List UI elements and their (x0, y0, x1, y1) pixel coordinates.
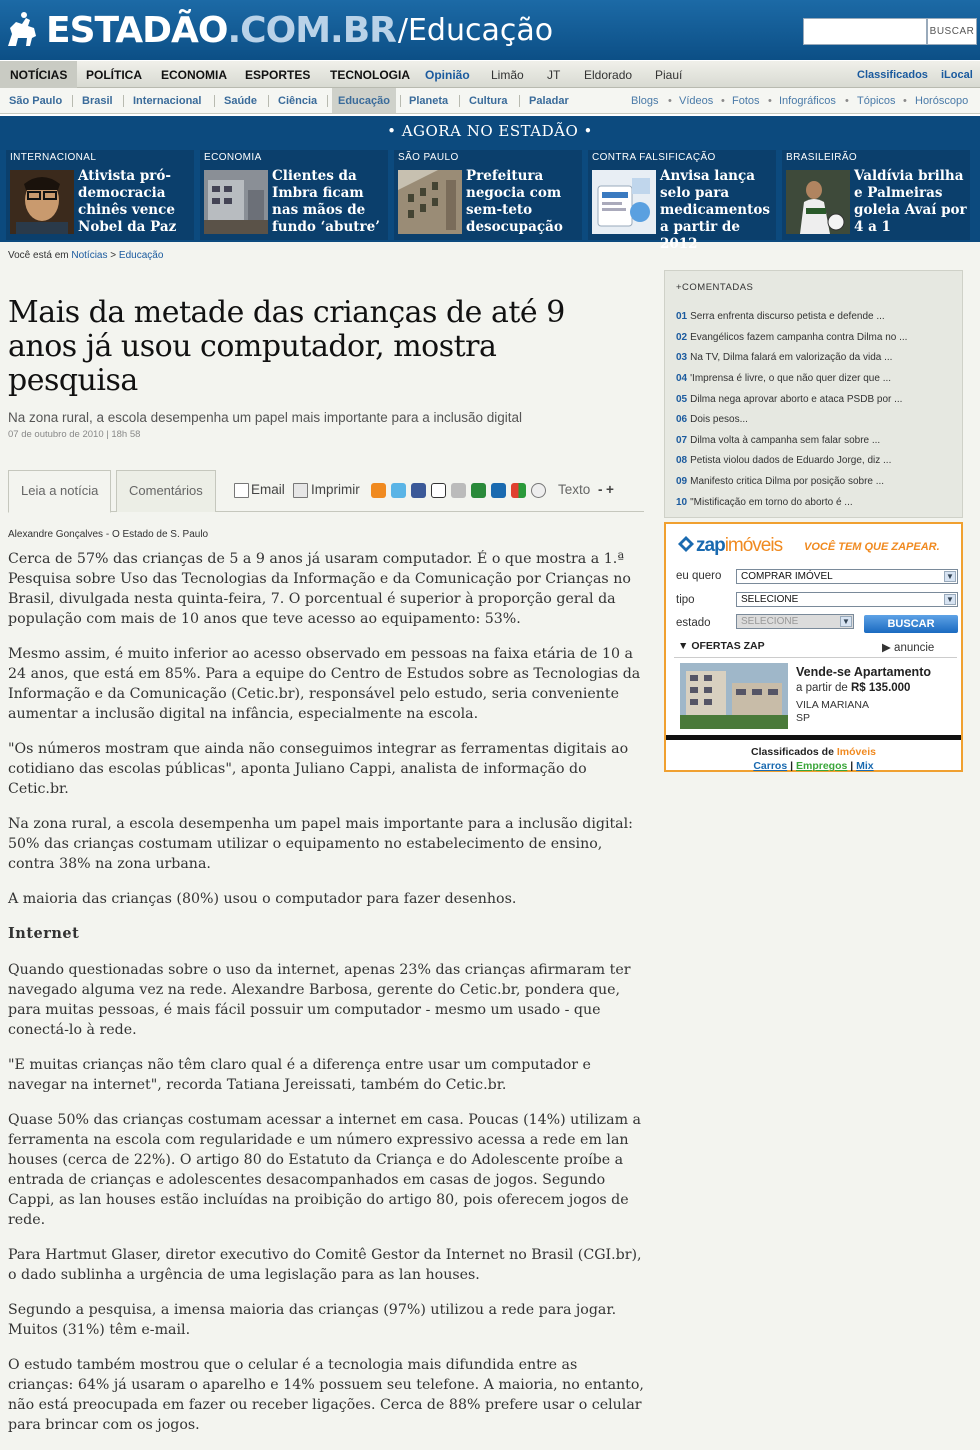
offer-price-prefix: a partir de (796, 682, 848, 694)
nav-topicos[interactable]: Tópicos (857, 95, 896, 107)
nav-ilocal[interactable]: iLocal (941, 69, 973, 81)
nav-esportes[interactable]: ESPORTES (245, 68, 311, 82)
rank-number: 04 (676, 373, 688, 384)
site-domain: .COM.BR (227, 9, 396, 51)
article-paragraph: "E muitas crianças não têm claro qual é a diferença entre usar um computador e navegar na internet", recorda Tatiana Jereissati, também do Cetic.br. (8, 1057, 591, 1093)
divider (666, 735, 961, 740)
chevron-down-icon: ▼ (944, 571, 956, 582)
nav-saude[interactable]: Saúde (224, 95, 258, 107)
email-icon (234, 483, 249, 498)
article-paragraph: Na zona rural, a escola desempenha um papel mais importante para a inclusão digital: 50% das crianças costumam utilizar o equipamento no estabelecimento de ensino, contra 38% na zona urbana. (8, 816, 633, 872)
reddit-share-icon[interactable] (531, 483, 546, 498)
print-icon (293, 483, 308, 498)
nav-limao[interactable]: Limão (491, 68, 524, 82)
offer-state: SP (796, 712, 811, 724)
article-toolbar (8, 470, 644, 512)
card-headline[interactable]: Clientes da Imbra ficam nas mãos de fundo ‘abutre’ (272, 168, 380, 235)
zap-logo-icon (676, 534, 696, 554)
list-item-link[interactable]: 'Imprensa é livre, o que não quer dizer que ... (690, 373, 892, 384)
nav-piaui[interactable]: Piauí (655, 68, 683, 82)
rank-number: 07 (676, 435, 688, 446)
offer-title[interactable]: Vende-se Apartamento (796, 665, 931, 679)
rank-number: 09 (676, 476, 688, 487)
nav-tecnologia[interactable]: TECNOLOGIA (330, 68, 410, 82)
breadcrumb-prefix: Você está em (8, 250, 69, 261)
headline-card[interactable] (782, 150, 970, 240)
list-item-link[interactable]: Evangélicos fazem campanha contra Dilma no ... (690, 332, 908, 343)
card-category: CONTRA FALSIFICAÇÃO (592, 152, 716, 163)
article-subtitle: Na zona rural, a escola desempenha um papel mais importante para a inclusão digital (8, 410, 523, 425)
nav-videos[interactable]: Vídeos (679, 95, 714, 107)
nav-opiniao[interactable]: Opinião (425, 68, 470, 82)
list-item[interactable] (676, 352, 892, 363)
zap-select-value: SELECIONE (741, 616, 799, 627)
list-item[interactable] (676, 394, 902, 405)
card-category: BRASILEIRÃO (786, 152, 858, 163)
list-item[interactable] (676, 414, 748, 425)
evernote-share-icon[interactable] (471, 483, 486, 498)
link-carros[interactable]: Carros (753, 760, 788, 772)
print-link[interactable]: Imprimir (311, 482, 360, 497)
text-size-label: Texto (558, 482, 591, 497)
list-item[interactable] (676, 455, 891, 466)
nav-divider (123, 95, 124, 107)
site-name: ESTADÃO (46, 9, 228, 51)
list-item-link[interactable]: Na TV, Dilma falará em valorização da vida ... (690, 352, 893, 363)
breadcrumb-separator: > (110, 250, 117, 261)
zap-label-estado: estado (676, 617, 711, 629)
zap-ofertas[interactable] (678, 640, 765, 652)
primary-nav (0, 60, 980, 88)
nav-sao-paulo[interactable]: São Paulo (9, 95, 63, 107)
card-headline[interactable]: Prefeitura negocia com sem-teto desocupação (466, 168, 563, 235)
windows-live-share-icon[interactable] (511, 483, 526, 498)
list-item[interactable] (676, 476, 884, 487)
article-paragraph: Quase 50% das crianças costumam acessar a internet em casa. Poucas (14%) utilizam a ferramenta na escola com regularidade e um número expressivo acessa a rede em lan houses (cerca de 22%). O artigo 80 do Estatuto da Criança e do Adolescente proíbe a entrada de crianças e adolescentes desacompanhados em casas de jogos. Segundo Cappi, as lan houses estão incluídas na proibição do artigo 80, pois oferecem jogos de rede. (8, 1112, 641, 1228)
zap-classificados (666, 746, 961, 758)
card-category: ECONOMIA (204, 152, 262, 163)
zap-ofertas-label: OFERTAS ZAP (691, 640, 765, 652)
article-paragraph: A maioria das crianças (80%) usou o computador para fazer desenhos. (8, 891, 517, 907)
list-item[interactable] (676, 332, 907, 343)
nav-internacional[interactable]: Internacional (133, 95, 202, 107)
rank-number: 08 (676, 455, 688, 466)
list-item[interactable] (676, 435, 880, 446)
nav-divider (268, 95, 269, 107)
secondary-nav (0, 88, 980, 114)
zap-anuncie-label: anuncie (894, 642, 935, 654)
article-paragraph: Quando questionadas sobre o uso da internet, apenas 23% das crianças afirmaram ter navegado alguma vez na rede. Alexandre Barbosa, gerente do Cetic.br, pondera que, para muitas pessoas, é mais fácil possuir um computador - mesmo um usado - que conectá-lo à rede. (8, 962, 631, 1038)
list-item-link[interactable]: "Mistificação em torno do aborto é ... (690, 497, 853, 508)
delicious-share-icon[interactable] (431, 483, 446, 498)
offer-neighborhood: VILA MARIANA (796, 699, 869, 711)
headline-photo-icon (204, 170, 268, 234)
nav-divider (214, 95, 215, 107)
zap-select-quero[interactable] (736, 569, 958, 584)
nav-politica[interactable]: POLÍTICA (86, 68, 142, 82)
offer-price (796, 682, 910, 694)
zap-slogan: VOCÊ TEM QUE ZAPEAR. (804, 541, 940, 553)
card-headline[interactable]: Valdívia brilha e Palmeiras goleia Avaí por 4 a 1 (854, 168, 967, 235)
zap-select-value: SELECIONE (741, 594, 799, 605)
article-byline: Alexandre Gonçalves - O Estado de S. Paulo (8, 529, 209, 540)
article-paragraph: O estudo também mostrou que o celular é a tecnologia mais difundida entre as crianças: 64% já usaram o aparelho e 14% possuem seu telefone. A maioria, no entanto, não está preocupada em fazer ou receber ligações. Cerca de 88% prefere usar o celular para brincar com os jogos. (8, 1357, 644, 1433)
list-item-link[interactable]: Dois pesos... (690, 414, 748, 425)
article-paragraph: Cerca de 57% das crianças de 5 a 9 anos já usaram computador. É o que mostra a 1.ª Pesquisa sobre Uso das Tecnologias da Informação e da Comunicação por Crianças no Brasil, divulgada nesta quinta-feira, 7. O porcentual é superior à proporção geral da população com mais de 10 anos que teve acesso ao equipamento: 53%. (8, 551, 631, 627)
breadcrumb (8, 250, 163, 261)
section-name: /Educação (397, 12, 554, 48)
card-category: SÃO PAULO (398, 152, 459, 163)
nav-paladar[interactable]: Paladar (529, 95, 569, 107)
search-input[interactable] (803, 18, 927, 45)
list-item-link[interactable]: Petista violou dados de Eduardo Jorge, diz ... (690, 455, 892, 466)
offer-price-value: R$ 135.000 (850, 682, 911, 694)
nav-ciencia[interactable]: Ciência (278, 95, 318, 107)
nav-horoscopo[interactable]: Horóscopo (915, 95, 969, 107)
site-logo[interactable] (0, 8, 553, 52)
nav-blogs[interactable]: Blogs (631, 95, 659, 107)
nav-divider (459, 95, 460, 107)
headline-card[interactable] (588, 150, 776, 252)
nav-economia[interactable]: ECONOMIA (161, 68, 227, 82)
nav-classificados[interactable]: Classificados (857, 69, 928, 81)
zap-anuncie[interactable] (882, 640, 934, 654)
zap-logo-imoveis: imóveis (724, 535, 783, 556)
nav-cultura[interactable]: Cultura (469, 95, 508, 107)
nav-bullet: • (768, 95, 772, 107)
nav-divider (400, 95, 401, 107)
list-item[interactable] (676, 311, 885, 322)
email-link[interactable]: Email (251, 482, 285, 497)
list-item-link[interactable]: Serra enfrenta discurso petista e defende ... (690, 311, 885, 322)
zap-label-quero: eu quero (676, 570, 722, 582)
zap-select-tipo[interactable] (736, 592, 958, 607)
article-paragraph: Segundo a pesquisa, a imensa maioria das crianças (97%) utilizou a rede para jogar. Muitos (31%) têm e-mail. (8, 1302, 617, 1338)
article-subheading: Internet (8, 925, 80, 942)
link-empregos[interactable]: Empregos (795, 760, 848, 772)
twitter-share-icon[interactable] (391, 483, 406, 498)
site-header (0, 0, 980, 60)
apartment-photo-icon[interactable] (680, 663, 788, 729)
card-headline[interactable]: Anvisa lança selo para medicamentos a partir de 2012 (660, 168, 770, 252)
agora-no-estadao (0, 114, 980, 252)
linkedin-share-icon[interactable] (491, 483, 506, 498)
zap-select-estado[interactable] (736, 614, 854, 629)
search-button[interactable]: BUSCAR (927, 18, 977, 45)
facebook-share-icon[interactable] (411, 483, 426, 498)
most-commented-box (664, 270, 963, 518)
article-paragraph: Para Hartmut Glaser, diretor executivo do Comitê Gestor da Internet no Brasil (CGI.br), o dado sublinha a urgência de uma legislação para as lan houses. (8, 1247, 642, 1283)
list-item-link[interactable]: Dilma volta à campanha sem falar sobre ... (690, 435, 881, 446)
page-title: Mais da metade das crianças de até 9 anos já usou computador, mostra pesquisa (8, 295, 565, 398)
breadcrumb-noticias[interactable]: Notícias (71, 250, 108, 261)
article-body (8, 549, 644, 1450)
nav-bullet: • (668, 95, 672, 107)
zap-logo-text: zap (696, 535, 725, 556)
headline-photo-icon (786, 170, 850, 234)
zap-logo[interactable] (676, 534, 782, 557)
nav-jt[interactable]: JT (547, 68, 561, 82)
zap-links: Carros | Empregos | Mix (753, 760, 874, 772)
digg-share-icon[interactable] (451, 483, 466, 498)
text-increase-button[interactable]: + (606, 482, 614, 497)
nav-divider (519, 95, 520, 107)
blogger-share-icon[interactable] (371, 483, 386, 498)
link-mix[interactable]: Mix (856, 760, 874, 772)
nav-bullet: • (721, 95, 725, 107)
rank-number: 10 (676, 497, 688, 508)
triangle-down-icon: ▼ (678, 640, 692, 652)
card-category: INTERNACIONAL (10, 152, 97, 163)
classif-prefix: Classificados de (751, 746, 834, 758)
zap-search-button[interactable]: BUSCAR (864, 615, 958, 633)
zap-label-tipo: tipo (676, 594, 695, 606)
tab-leia-noticia[interactable]: Leia a notícia (8, 470, 111, 513)
nav-infograficos[interactable]: Infográficos (779, 95, 836, 107)
rank-number: 06 (676, 414, 688, 425)
article-paragraph: "Os números mostram que ainda não conseguimos integrar as ferramentas digitais ao cotidiano das escolas públicas", aponta Juliano Cappi, analista de informação do Cetic.br. (8, 741, 629, 797)
tab-comentarios[interactable]: Comentários (116, 470, 216, 512)
agora-title: • AGORA NO ESTADÃO • (387, 122, 593, 140)
headline-card[interactable] (200, 150, 388, 240)
horse-rider-logo-icon (4, 10, 42, 50)
nav-eldorado[interactable]: Eldorado (584, 68, 633, 82)
article-date: 07 de outubro de 2010 | 18h 58 (8, 429, 141, 440)
list-item[interactable] (676, 373, 891, 384)
rank-number: 02 (676, 332, 688, 343)
nav-brasil[interactable]: Brasil (82, 95, 113, 107)
chevron-down-icon: ▼ (840, 616, 852, 627)
rank-number: 05 (676, 394, 688, 405)
nav-divider (72, 95, 73, 107)
headline-card[interactable] (6, 150, 194, 240)
nav-planeta[interactable]: Planeta (409, 95, 449, 107)
nav-noticias[interactable]: NOTÍCIAS (0, 61, 77, 88)
nav-educacao[interactable]: Educação (332, 88, 396, 113)
text-decrease-button[interactable]: - (598, 482, 603, 497)
nav-fotos[interactable]: Fotos (732, 95, 760, 107)
headline-photo-icon (592, 170, 656, 234)
nav-divider (327, 95, 328, 107)
classif-imoveis-link[interactable]: Imóveis (836, 746, 876, 758)
nav-bullet: • (903, 95, 907, 107)
zap-select-value: COMPRAR IMÓVEL (741, 571, 833, 582)
article-paragraph: Mesmo assim, é muito inferior ao acesso observado em pessoas na faixa etária de 10 a 24 anos, que está em 85%. Para a equipe do Centro de Estudos sobre as Tecnologias da Informação e da Comunicação (Cetic.br), responsável pelo estudo, seria conveniente aumentar a inclusão digital na infância, especialmente na escola. (8, 646, 641, 722)
list-item-link[interactable]: Manifesto critica Dilma por posição sobre ... (690, 476, 885, 487)
nav-bullet: • (845, 95, 849, 107)
list-item-link[interactable]: Dilma nega aprovar aborto e ataca PSDB por ... (690, 394, 903, 405)
triangle-right-icon: ▶ (882, 642, 895, 654)
most-commented-heading: +COMENTADAS (676, 282, 754, 293)
headline-photo-icon (10, 170, 74, 234)
divider (674, 657, 957, 658)
list-item[interactable] (676, 497, 853, 508)
headline-card[interactable] (394, 150, 582, 240)
breadcrumb-educacao[interactable]: Educação (118, 250, 164, 261)
rank-number: 03 (676, 352, 688, 363)
rank-number: 01 (676, 311, 688, 322)
headline-photo-icon (398, 170, 462, 234)
chevron-down-icon: ▼ (944, 594, 956, 605)
zap-imoveis-ad (664, 522, 963, 772)
card-headline[interactable]: Ativista pró-democracia chinês vence Nobel da Paz (78, 168, 177, 235)
